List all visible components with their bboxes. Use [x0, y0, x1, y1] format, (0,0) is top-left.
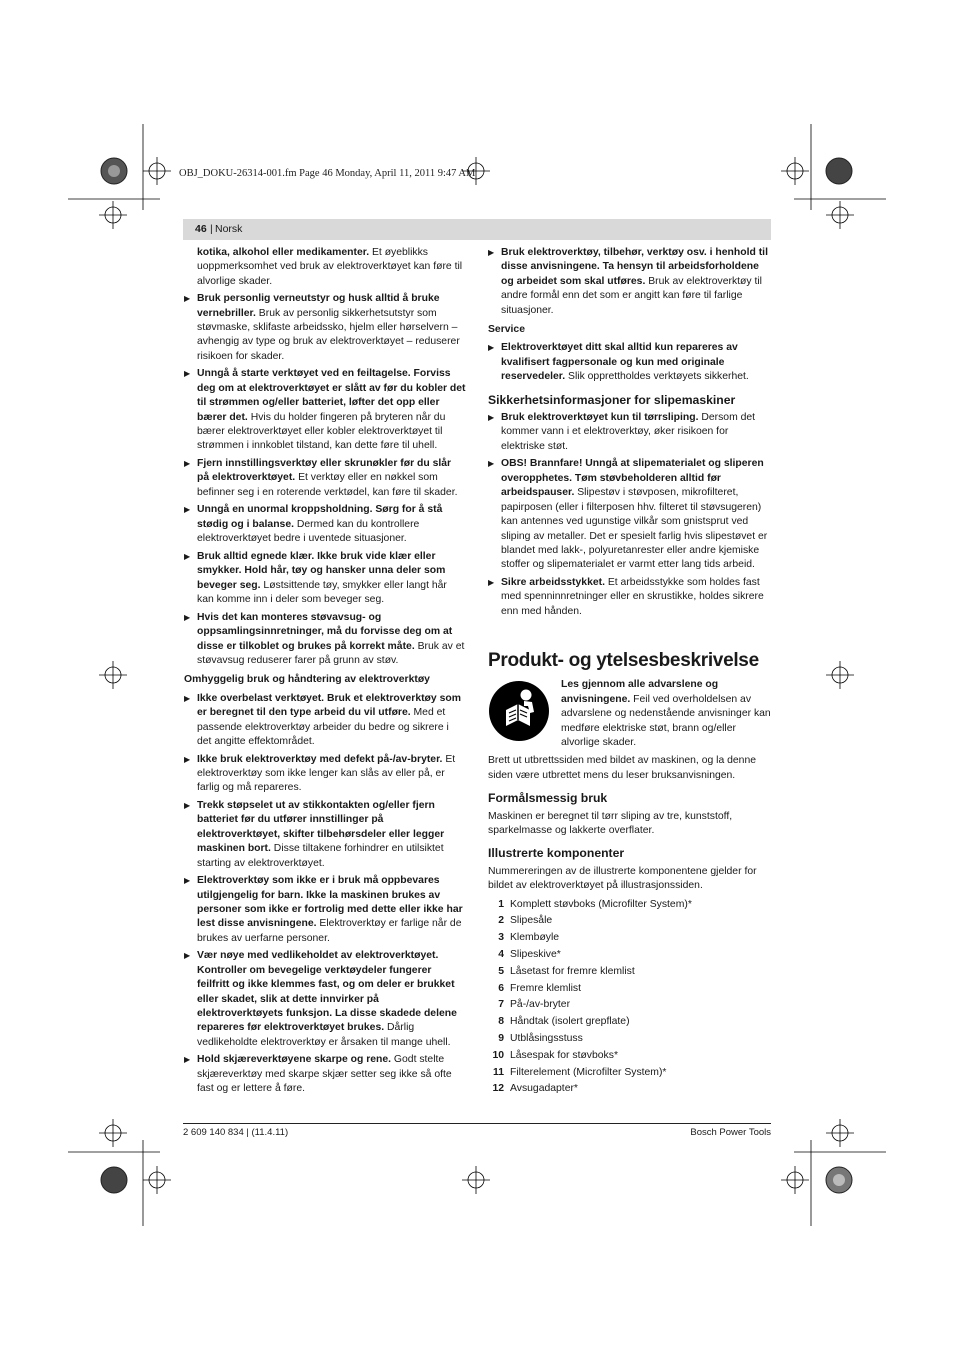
list-item: ▶ Bruk personlig verneutstyr og husk alltid å bruke vernebriller. Bruk av personlig sikkerhetsutstyr som støvmaske, sklifaste arbeidssko, hjelm eller hørselvern – avhengig av type og bruk av elektroverktøyet – reduserer risikoen for skader.: [184, 293, 460, 362]
list-item: ▶ Unngå å starte verktøyet ved en feiltagelse. Forviss deg om at elektroverktøyet er slått av før du kobler det til strømmen og/eller batteriet, løfter det opp eller bærer det. Hvis du holder fingeren på bryteren når du bærer elektroverktøyet eller kobler elektroverktøyet til strømmen i innkoblet tilstand, kan dette føre til uhell.: [184, 368, 466, 452]
list-item: ▶ Trekk støpselet ut av stikkontakten og/eller fjern batteriet før du utfører innstillinger på elektroverktøyet, skifter tilbehørsdeler eller legger maskinen bort. Disse tiltakene forhindrer en utilsiktet starting av elektroverktøyet.: [184, 799, 445, 869]
heading-grinder-safety: Sikkerhetsinformasjoner for slipemaskiner: [488, 392, 736, 407]
warning-text: Les gjennom alle advarslene og anvisningene. Feil ved overholdelsen av advarslene og nedenstående anvisninger kan medføre elektriske støt, brann og/eller alvorlige skader.: [561, 679, 771, 748]
list-item: 11 Filterelement (Microfilter System)*: [493, 1066, 667, 1078]
list-item: 8 Håndtak (isolert grepflate): [498, 1016, 630, 1028]
bullet-arrow-icon: ▶: [184, 551, 191, 561]
list-item: 7 På-/av-bryter: [498, 999, 571, 1011]
list-item: ▶ Bruk alltid egnede klær. Ikke bruk vide klær eller smykker. Hold hår, tøy og hansker unna deler som beveger seg. Løstsittende tøy, smykker eller langt hår kan komme inn i deler som beveger seg.: [184, 550, 447, 606]
right-column: [488, 246, 771, 1098]
page-number: 46: [195, 223, 207, 235]
list-item: 1 Komplett støvboks (Microfilter System)*: [498, 898, 692, 910]
bullet-arrow-icon: ▶: [184, 800, 191, 810]
list-item: ▶ Unngå en unormal kroppsholdning. Sørg for å stå stødig og i balanse. Dermed kan du kontrollere elektroverktøyet bedre i uventede situasjoner.: [184, 504, 443, 545]
bullet-arrow-icon: ▶: [184, 951, 191, 961]
heading-intended-use: Formålsmessig bruk: [488, 791, 608, 806]
bullet-arrow-icon: ▶: [184, 1055, 191, 1065]
list-item: ▶ Hold skjæreverktøyene skarpe og rene. Godt stelte skjæreverktøy med skarpe skjær setter seg ikke så ofte fast og er lettere å føre.: [184, 1054, 452, 1095]
list-item: 4 Slipeskive*: [498, 948, 561, 960]
list-item: ▶ OBS! Brannfare! Unngå at slipematerialet og sliperen overopphetes. Tøm støvbeholderen alltid før arbeidspauser. Slipestøv i støvposen, mikrofilteret, papirposen (eller i filterposen hhv. filteret til støvsugeren) kan antennes ved ugunstige vilkår som gnistsprut ved sliping av metaller. Det er spesielt farlig hvis slipestøvet er blandet med lakk-, polyuretanrester eller andre kjemiske stoffer og slipematerialet er varmt etter lang tids arbeid.: [488, 458, 768, 571]
heading-product-description: Produkt- og ytelsesbeskrivelse: [488, 650, 759, 672]
bullet-arrow-icon: ▶: [184, 876, 191, 886]
list-item: 10 Låsespak for støvboks*: [492, 1049, 618, 1061]
list-item: 2 Slipesåle: [498, 915, 553, 927]
list-item: 6 Fremre klemlist: [498, 982, 582, 994]
list-item: ▶ Vær nøye med vedlikeholdet av elektroverktøyet. Kontroller om bevegelige verktøydeler fungerer feilfritt og ikke klemmes fast, og om deler er brukket eller skadet, slik at dette innvirker på elektroverktøyets funksjon. La disse skadede delene repareres før elektroverktøyet brukes. Dårlig vedlikeholdte elektroverktøy er årsaken til mange uhell.: [184, 950, 457, 1048]
list-item: ▶ Hvis det kan monteres støvavsug- og oppsamlingsinnretninger, må du forvisse deg om at disse er tilkoblet og brukes på korrekt måte. Bruk av et støvavsug reduserer farer på grunn av støv.: [184, 611, 465, 666]
header-language: Norsk: [215, 223, 243, 235]
list-item: 5 Låsetast for fremre klemlist: [498, 965, 635, 977]
bullet-arrow-icon: ▶: [184, 693, 191, 703]
warning-box: [488, 678, 771, 750]
list-item: 3 Klembøyle: [498, 932, 560, 944]
bullet-arrow-icon: ▶: [488, 413, 495, 423]
header-separator: |: [210, 223, 213, 235]
components-intro: Nummereringen av de illustrerte komponentene gjelder for bildet av elektroverktøyet på illustrasjonssiden.: [488, 865, 757, 892]
read-manual-icon: [488, 680, 550, 742]
bullet-arrow-icon: ▶: [488, 459, 495, 469]
bullet-arrow-icon: ▶: [184, 754, 191, 764]
footer-doc-number: 2 609 140 834 | (11.4.11): [183, 1127, 289, 1138]
list-item: 12 Avsugadapter*: [492, 1083, 578, 1095]
subheading: Omhyggelig bruk og håndtering av elektroverktøy: [184, 674, 430, 686]
page-footer: [183, 1123, 771, 1138]
bullet-arrow-icon: ▶: [488, 577, 495, 587]
list-item: ▶ Sikre arbeidsstykket. Et arbeidsstykke som holdes fast med spenninnretninger eller en skrustikke, holdes sikrere enn med hånden.: [488, 576, 764, 617]
bullet-arrow-icon: ▶: [184, 612, 191, 622]
fold-out-note: Brett ut utbrettssiden med bildet av maskinen, og la denne siden være utbrettet mens du leser bruksanvisningen.: [488, 755, 757, 781]
bullet-arrow-icon: ▶: [184, 459, 191, 469]
list-item: ▶ Fjern innstillingsverktøy eller skrunøkler før du slår på elektroverktøyet. Et verktøy eller en nøkkel som befinner seg i en roterende verktødel, kan føre til skader.: [184, 458, 458, 498]
list-item: ▶ Elektroverktøy som ikke er i bruk må oppbevares utilgjengelig for barn. Ikke la maskinen brukes av personer som ikke er fortrolig med dette eller ikke har lest disse anvisningene. Elektroverktøy er farlige når de brukes av uerfarne personer.: [184, 875, 463, 944]
bullet-arrow-icon: ▶: [184, 369, 191, 379]
bullet-arrow-icon: ▶: [488, 248, 495, 257]
footer-brand: Bosch Power Tools: [690, 1127, 771, 1138]
heading-components: Illustrerte komponenter: [488, 846, 625, 861]
bullet-arrow-icon: ▶: [184, 505, 191, 515]
page-header-bar: [183, 219, 771, 240]
bullet-arrow-icon: ▶: [488, 343, 495, 353]
components-list: [488, 897, 771, 1099]
list-item: ▶ Ikke bruk elektroverktøy med defekt på-/av-bryter. Et elektroverktøy som ikke lenger kan slås av eller på, er farlig og må repareres.: [184, 753, 456, 794]
list-item: ▶ Elektroverktøyet ditt skal alltid kun repareres av kvalifisert fagpersonale og kun med originale reservedeler. Slik opprettholdes verktøyets sikkerhet.: [488, 342, 749, 383]
list-item: ▶ Bruk elektroverktøy, tilbehør, verktøy osv. i henhold til disse anvisningene. Ta hensyn til arbeidsforholdene og arbeidet som skal utføres. Bruk av elektroverktøy til andre formål enn det som er angitt kan føre til farlige situasjoner.: [488, 247, 768, 316]
list-item: ▶ Ikke overbelast verktøyet. Bruk et elektroverktøy som er beregnet til den type arbeid du vil utføre. Med et passende elektroverktøy arbeider du bedre og sikrere i det angitte effektområdet.: [184, 692, 461, 747]
bullet-arrow-icon: ▶: [184, 294, 191, 304]
subheading-service: Service: [488, 324, 525, 336]
left-column: [184, 246, 466, 1100]
intended-use-text: Maskinen er beregnet til tørr sliping av tre, kunststoff, sparkelmasse og lakkerte overflater.: [488, 810, 733, 836]
paragraph: kotika, alkohol eller medikamenter. Et øyeblikks uoppmerksomhet ved bruk av elektroverktøyet kan føre til alvorlige skader.: [197, 247, 463, 287]
list-item: 9 Utblåsingsstuss: [498, 1032, 583, 1044]
file-meta: OBJ_DOKU-26314-001.fm Page 46 Monday, April 11, 2011 9:47 AM: [179, 168, 476, 179]
list-item: ▶ Bruk elektroverktøyet kun til tørrsliping. Dersom det kommer vann i et elektroverktøy, øker risikoen for elektriske støt.: [488, 412, 756, 452]
